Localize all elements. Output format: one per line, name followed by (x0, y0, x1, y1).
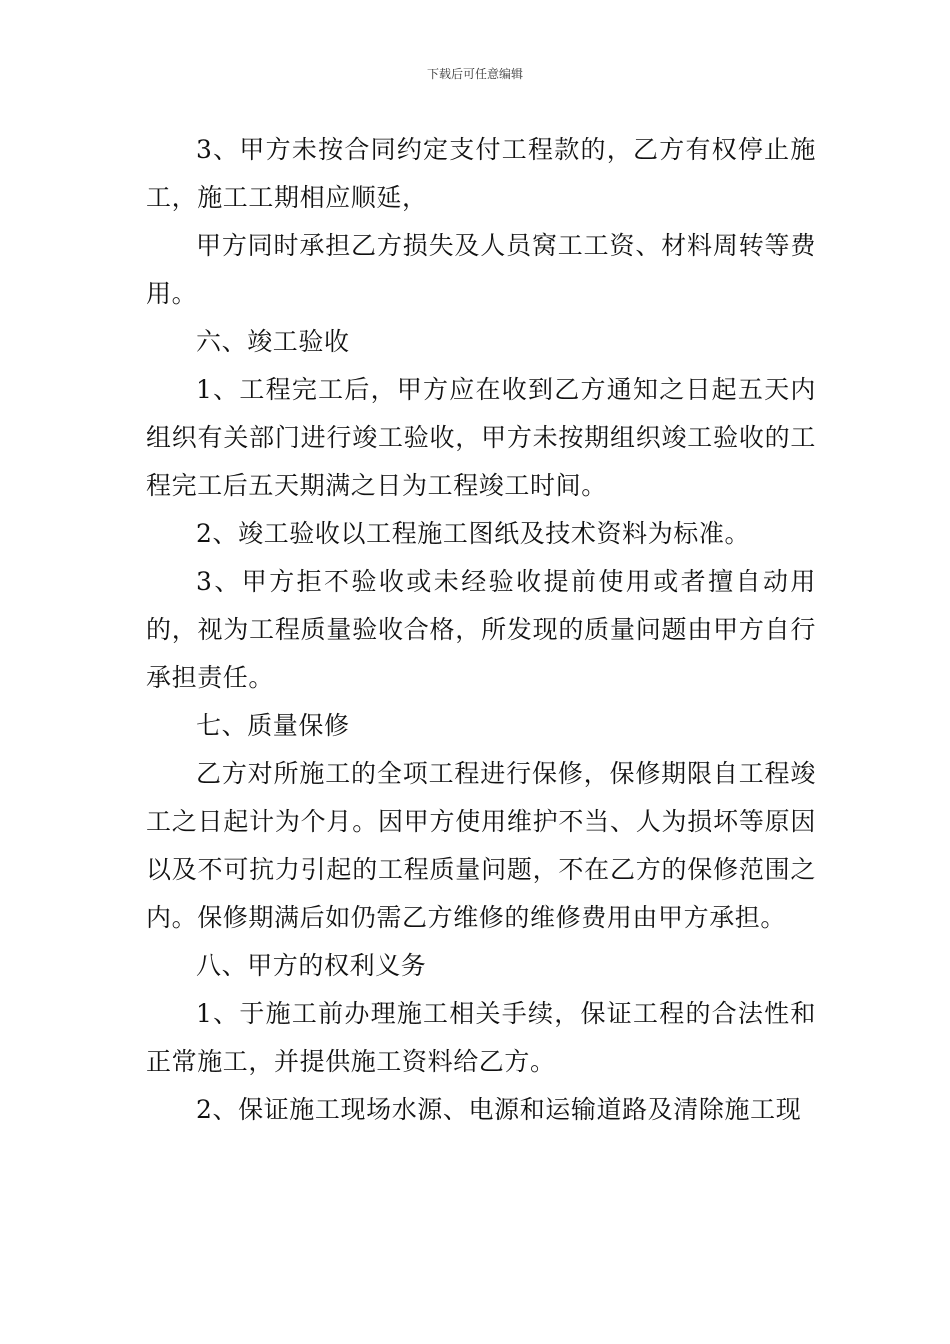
section-heading-party-a-rights: 八、甲方的权利义务 (196, 951, 427, 980)
paragraph-acceptance-3: 3、甲方拒不验收或未经验收提前使用或者擅自动用的，视为工程质量验收合格，所发现的质量问题由甲方自行承担责任。 (146, 567, 816, 692)
section-heading-acceptance: 六、竣工验收 (196, 327, 350, 356)
paragraph-party-a-1: 1、于施工前办理施工相关手续，保证工程的合法性和正常施工，并提供施工资料给乙方。 (146, 999, 816, 1076)
paragraph-party-a-2: 2、保证施工现场水源、电源和运输道路及清除施工现 (196, 1095, 802, 1124)
document-body (146, 126, 816, 1134)
paragraph-warranty: 乙方对所施工的全项工程进行保修，保修期限自工程竣工之日起计为个月。因甲方使用维护不当、人为损坏等原因以及不可抗力引起的工程质量问题，不在乙方的保修范围之内。保修期满后如仍需乙方维修的维修费用由甲方承担。 (146, 759, 816, 932)
paragraph-acceptance-2: 2、竣工验收以工程施工图纸及技术资料为标准。 (196, 519, 751, 548)
page-header: 下载后可任意编辑 (426, 67, 523, 81)
section-heading-warranty: 七、质量保修 (196, 711, 350, 740)
paragraph-payment-default: 3、甲方未按合同约定支付工程款的，乙方有权停止施工，施工工期相应顺延， (146, 135, 816, 212)
paragraph-acceptance-1: 1、工程完工后，甲方应在收到乙方通知之日起五天内组织有关部门进行竣工验收，甲方未按期组织竣工验收的工程完工后五天期满之日为工程竣工时间。 (146, 375, 816, 500)
paragraph-party-a-costs: 甲方同时承担乙方损失及人员窝工工资、材料周转等费用。 (146, 231, 816, 308)
